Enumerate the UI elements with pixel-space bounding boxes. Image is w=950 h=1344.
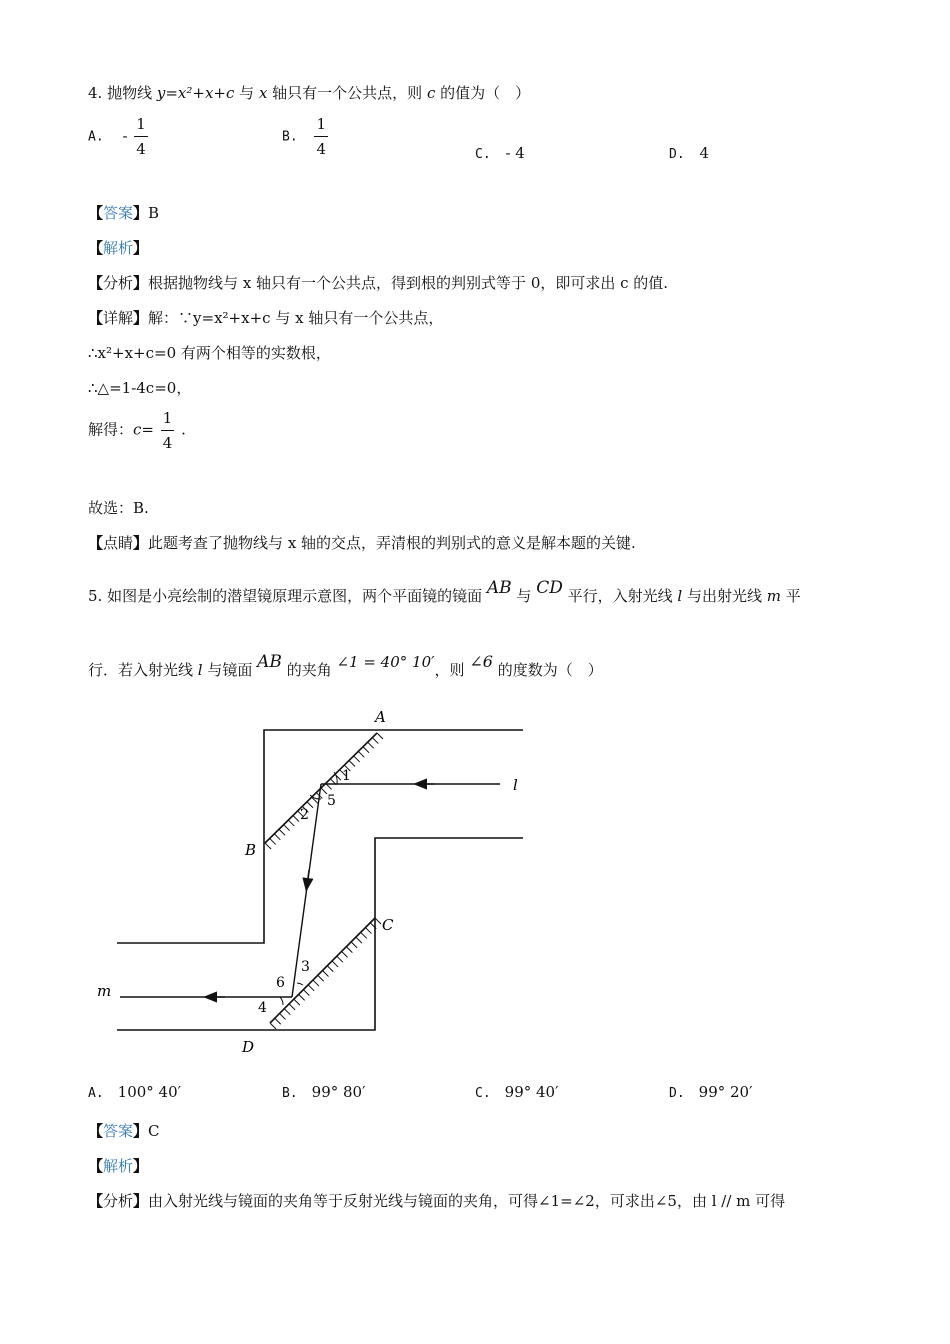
hatch-mark (274, 834, 280, 840)
hatch-mark (280, 1013, 286, 1019)
q4-choose: 故选：B. (88, 499, 149, 517)
q5-option-d: D. 99° 20′ (669, 1083, 753, 1101)
periscope-diagram (95, 700, 535, 1060)
q5-answer: 【答案】C (88, 1122, 160, 1140)
q4-option-a: A. - $\frac{1}{4}$ (88, 115, 146, 158)
q4-xiangjie: 【详解】解：∵y=x²+x+c 与 x 轴只有一个公共点， (88, 309, 444, 327)
hatch-mark (375, 918, 381, 924)
hatch-mark (337, 956, 343, 962)
mirror-cd (270, 918, 381, 1029)
hatch-mark (358, 751, 364, 757)
q4-step2: ∴△=1-4c=0， (88, 379, 192, 397)
q5-stem-line2: 行．若入射光线 l 与镜面 AB 的夹角 ∠1 = 40° 10′，则 ∠6 的度数为（ ） (88, 652, 603, 679)
q4-answer: 【答案】B (88, 204, 160, 222)
hatch-mark (354, 756, 360, 762)
q5-analysis-heading: 【解析】 (88, 1157, 149, 1175)
hatch-mark (279, 829, 285, 835)
hatch-mark (346, 947, 352, 953)
q4-solve: 解得：c= $\frac{1}{4}$ . (88, 409, 186, 452)
q4-stem: 4. 抛物线 y=x²+x+c 与 x 轴只有一个公共点，则 c 的值为（ ） (88, 84, 531, 102)
q4-dianjing: 【点睛】此题考查了抛物线与 x 轴的交点，弄清根的判别式的意义是解本题的关键. (88, 534, 636, 552)
hatch-mark (372, 738, 378, 744)
hatch-mark (294, 999, 300, 1005)
fraction: $\frac{1}{4}$ (162, 409, 173, 452)
q5-option-b: B. 99° 80′ (282, 1083, 366, 1101)
hatch-mark (351, 942, 357, 948)
label-d: D (242, 1038, 255, 1056)
q5-option-c: C. 99° 40′ (475, 1083, 559, 1101)
hatch-mark (275, 1018, 281, 1024)
hatch-mark (365, 928, 371, 934)
label-b: B (245, 841, 257, 859)
hatch-mark (327, 966, 333, 972)
q5-option-a: A. 100° 40′ (88, 1083, 182, 1101)
label-m: m (97, 982, 112, 1000)
hatch-mark (289, 1004, 295, 1010)
q4-option-d: D. 4 (669, 144, 709, 162)
fraction: $\frac{1}{4}$ (316, 115, 326, 158)
label-angle-5: 5 (327, 793, 336, 809)
hatch-mark (288, 820, 294, 826)
label-c: C (382, 916, 394, 934)
hatch-mark (293, 816, 299, 822)
hatch-mark (361, 932, 367, 938)
label-angle-2: 2 (300, 807, 309, 823)
label-angle-4: 4 (258, 1000, 267, 1016)
hatch-mark (284, 825, 290, 831)
q5-fenxi: 【分析】由入射光线与镜面的夹角等于反射光线与镜面的夹角，可得∠1=∠2，可求出∠5，由 l // m 可得 (88, 1192, 786, 1210)
hatch-mark (349, 761, 355, 767)
label-a: A (375, 708, 386, 726)
q4-analysis-heading: 【解析】 (88, 239, 149, 257)
hatch-mark (318, 975, 324, 981)
fraction: $\frac{1}{4}$ (136, 115, 146, 158)
label-l: l (513, 776, 518, 794)
q5-stem-line1: 5. 如图是小亮绘制的潜望镜原理示意图，两个平面镜的镜面 AB 与 CD 平行，入射光线 l 与出射光线 m 平 (88, 578, 801, 605)
hatch-mark (270, 1023, 276, 1029)
hatch-mark (308, 985, 314, 991)
q4-fenxi: 【分析】根据抛物线与 x 轴只有一个公共点，得到根的判别式等于 0，即可求出 c 的值. (88, 274, 669, 292)
hatch-mark (332, 961, 338, 967)
hatch-mark (313, 980, 319, 986)
hatch-mark (270, 838, 276, 844)
hatch-mark (265, 843, 271, 849)
light-path (120, 784, 500, 997)
hatch-mark (284, 1009, 290, 1015)
hatch-mark (363, 747, 369, 753)
q4-option-b: B. $\frac{1}{4}$ (282, 115, 326, 158)
label-angle-1: 1 (342, 768, 351, 784)
mirror-ab (265, 733, 383, 849)
label-angle-6: 6 (276, 975, 285, 991)
label-angle-3: 3 (301, 959, 310, 975)
hatch-mark (342, 951, 348, 957)
q4-option-c: C. - 4 (475, 144, 525, 162)
hatch-mark (323, 971, 329, 977)
hatch-mark (377, 733, 383, 739)
hatch-mark (368, 742, 374, 748)
hatch-mark (356, 937, 362, 943)
periscope-outline (117, 730, 523, 1030)
hatch-mark (303, 990, 309, 996)
q4-step1: ∴x²+x+c=0 有两个相等的实数根， (88, 344, 331, 362)
hatch-mark (299, 994, 305, 1000)
